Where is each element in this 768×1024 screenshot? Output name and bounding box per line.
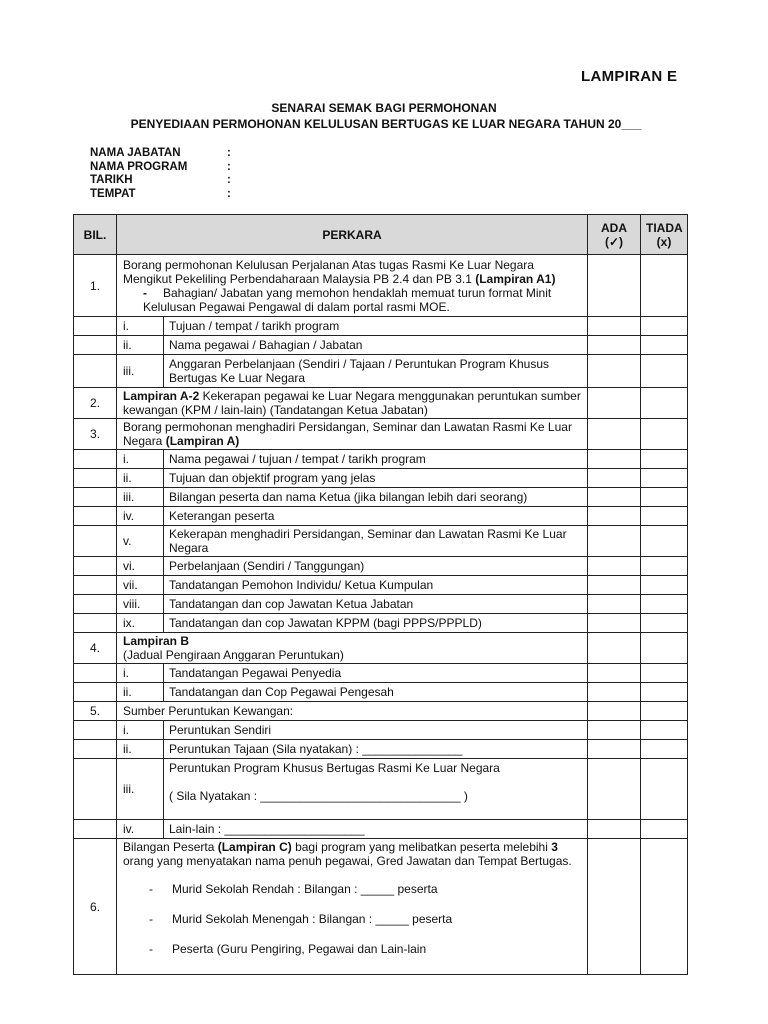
item-number: 3.: [74, 419, 117, 450]
ada-checkbox[interactable]: [588, 469, 641, 488]
sub-text: Tandatangan dan cop Jawatan Ketua Jabatan: [164, 595, 588, 614]
tiada-checkbox[interactable]: [641, 507, 688, 526]
empty-cell: [74, 614, 117, 633]
sub-text: Kekerapan menghadiri Persidangan, Seminar dan Lawatan Rasmi Ke Luar Negara: [164, 526, 588, 557]
sub-number: iii.: [117, 355, 164, 388]
sub-text: Peruntukan Sendiri: [164, 721, 588, 740]
tiada-checkbox[interactable]: [641, 317, 688, 336]
participant-bullets: [123, 868, 582, 956]
sub-number: v.: [117, 526, 164, 557]
ada-checkbox[interactable]: [588, 557, 641, 576]
sub-text: Tandatangan Pegawai Penyedia: [164, 664, 588, 683]
table-row: [74, 633, 688, 664]
sub-text: Nama pegawai / Bahagian / Jabatan: [164, 336, 588, 355]
header-bil: BIL.: [74, 215, 117, 255]
empty-cell: [74, 355, 117, 388]
item-description: [117, 633, 588, 664]
tiada-checkbox[interactable]: [641, 614, 688, 633]
table-row: [74, 488, 688, 507]
tiada-checkbox[interactable]: [641, 419, 688, 450]
empty-cell: [74, 595, 117, 614]
ada-checkbox[interactable]: [588, 633, 641, 664]
list-item: [123, 882, 582, 896]
item-text: Borang permohonan menghadiri Persidangan, Seminar dan Lawatan Rasmi Ke Luar Negara: [123, 420, 572, 448]
table-row: [74, 355, 688, 388]
title-line-2: PENYEDIAAN PERMOHONAN KELULUSAN BERTUGAS KE LUAR NEGARA TAHUN 20___: [130, 117, 642, 131]
empty-cell: [74, 336, 117, 355]
table-row: [74, 839, 688, 975]
tiada-checkbox[interactable]: [641, 488, 688, 507]
meta-row-jabatan: [90, 147, 231, 161]
item-number: 1.: [74, 255, 117, 317]
empty-cell: [74, 759, 117, 820]
sub-number: vii.: [117, 576, 164, 595]
bullet-text: Peserta (Guru Pengiring, Pegawai dan Lain-lain: [172, 942, 427, 956]
sub-number: i.: [117, 317, 164, 336]
table-row: [74, 557, 688, 576]
sub-text: Anggaran Perbelanjaan (Sendiri / Tajaan / Peruntukan Program Khusus Bertugas Ke Luar Negara: [164, 355, 588, 388]
item-text: Bilangan Peserta: [123, 840, 218, 854]
sub-number: iii.: [117, 488, 164, 507]
note-text: Bahagian/ Jabatan yang memohon hendaklah memuat turun format Minit Kelulusan Pegawai Pengawal di dalam portal rasmi MOE.: [143, 285, 552, 314]
item-description: Sumber Peruntukan Kewangan:: [117, 702, 588, 721]
tiada-checkbox[interactable]: [641, 336, 688, 355]
sub-number: ii.: [117, 740, 164, 759]
meta-colon: :: [227, 187, 231, 200]
tiada-checkbox[interactable]: [641, 664, 688, 683]
sub-text: Nama pegawai / tujuan / tempat / tarikh program: [164, 450, 588, 469]
ada-checkbox[interactable]: [588, 450, 641, 469]
tiada-checkbox[interactable]: [641, 450, 688, 469]
ada-checkbox[interactable]: [588, 839, 641, 975]
item-number: 6.: [74, 839, 117, 975]
ada-checkbox[interactable]: [588, 702, 641, 721]
sub-text: Keterangan peserta: [164, 507, 588, 526]
ada-checkbox[interactable]: [588, 317, 641, 336]
sub-text-line: Peruntukan Program Khusus Bertugas Rasmi Ke Luar Negara: [169, 761, 500, 775]
sub-number: iv.: [117, 507, 164, 526]
tiada-checkbox[interactable]: [641, 721, 688, 740]
list-item: [123, 942, 582, 956]
sub-number: ii.: [117, 469, 164, 488]
meta-colon: :: [227, 160, 231, 173]
empty-cell: [74, 740, 117, 759]
ada-checkbox[interactable]: [588, 355, 641, 388]
tiada-checkbox[interactable]: [641, 355, 688, 388]
sub-text: Lain-lain : _____________________: [164, 820, 588, 839]
sub-number: iv.: [117, 820, 164, 839]
ada-checkbox[interactable]: [588, 576, 641, 595]
table-row: [74, 317, 688, 336]
bullet-text: Murid Sekolah Menengah : Bilangan : _____ peserta: [172, 912, 453, 926]
empty-cell: [74, 576, 117, 595]
item-description: [117, 419, 588, 450]
meta-colon: :: [227, 147, 231, 159]
item-text-bold: (Lampiran C): [217, 840, 292, 854]
title-line-1: SENARAI SEMAK BAGI PERMOHONAN: [271, 101, 497, 115]
ada-checkbox[interactable]: [588, 740, 641, 759]
tiada-checkbox[interactable]: [641, 683, 688, 702]
cross-mark-icon: (x): [656, 234, 672, 249]
dash-bullet: -: [149, 912, 153, 926]
tiada-checkbox[interactable]: [641, 595, 688, 614]
empty-cell: [74, 664, 117, 683]
tiada-checkbox[interactable]: [641, 633, 688, 664]
sub-number: vi.: [117, 557, 164, 576]
sub-text: Tujuan / tempat / tarikh program: [164, 317, 588, 336]
list-item: [123, 912, 582, 926]
tiada-checkbox[interactable]: [641, 526, 688, 557]
empty-cell: [74, 469, 117, 488]
item-text: Borang permohonan Kelulusan Perjalanan Atas tugas Rasmi Ke Luar Negara Mengikut Pekeliling Perbendaharaan Malaysia PB 2.4 dan PB 3.1: [123, 257, 534, 286]
table-row: [74, 664, 688, 683]
tiada-checkbox[interactable]: [641, 557, 688, 576]
meta-row-tempat: [90, 188, 231, 202]
ada-checkbox[interactable]: [588, 820, 641, 839]
meta-label: TARIKH: [90, 174, 133, 186]
ada-checkbox[interactable]: [588, 759, 641, 820]
item-text: orang yang menyatakan nama penuh pegawai, Gred Jawatan dan Tempat Bertugas.: [123, 854, 572, 868]
table-row: [74, 595, 688, 614]
ada-checkbox[interactable]: [588, 526, 641, 557]
checklist-table: [73, 214, 688, 975]
item-description: [117, 255, 588, 317]
sub-number: viii.: [117, 595, 164, 614]
item-number: 5.: [74, 702, 117, 721]
sub-text: [164, 759, 588, 820]
ada-checkbox[interactable]: [588, 595, 641, 614]
table-row: [74, 740, 688, 759]
tiada-checkbox[interactable]: [641, 740, 688, 759]
meta-row-tarikh: [90, 174, 231, 188]
header-tiada-label: TIADA: [646, 220, 683, 235]
empty-cell: [74, 820, 117, 839]
header-row: [74, 215, 688, 255]
table-row: [74, 759, 688, 820]
header-ada: [588, 215, 641, 255]
item-text-bold: (Lampiran A): [165, 434, 240, 448]
meta-label: TEMPAT: [90, 187, 136, 200]
empty-cell: [74, 526, 117, 557]
sub-text: Bilangan peserta dan nama Ketua (jika bilangan lebih dari seorang): [164, 488, 588, 507]
meta-colon: :: [227, 174, 231, 186]
ada-checkbox[interactable]: [588, 488, 641, 507]
tiada-checkbox[interactable]: [641, 255, 688, 317]
ada-checkbox[interactable]: [588, 507, 641, 526]
item-text: Kekerapan pegawai ke Luar Negara menggunakan peruntukan sumber kewangan (KPM / lain-lain) (Tandatangan Ketua Jabatan): [123, 389, 581, 417]
empty-cell: [74, 488, 117, 507]
item-text-bold: (Lampiran A1): [475, 271, 556, 286]
item-text-bold: 3: [551, 840, 558, 854]
empty-cell: [74, 450, 117, 469]
ada-checkbox[interactable]: [588, 419, 641, 450]
table-row: [74, 388, 688, 419]
dash-bullet: -: [149, 942, 153, 956]
meta-label: NAMA JABATAN: [90, 147, 181, 159]
item-text-bold: Lampiran B: [123, 634, 190, 648]
check-mark-icon: (✓): [604, 234, 624, 249]
sub-number: ii.: [117, 336, 164, 355]
sub-number: ii.: [117, 683, 164, 702]
header-tiada: [641, 215, 688, 255]
table-row: [74, 526, 688, 557]
table-row: [74, 702, 688, 721]
empty-cell: [74, 317, 117, 336]
item-text-bold: Lampiran A-2: [123, 389, 200, 403]
empty-cell: [74, 557, 117, 576]
dash-bullet: -: [149, 882, 153, 896]
item-description: [117, 839, 588, 975]
table-row: [74, 419, 688, 450]
table-row: [74, 721, 688, 740]
tiada-checkbox[interactable]: [641, 839, 688, 975]
header-perkara: PERKARA: [117, 215, 588, 255]
sub-number: iii.: [117, 759, 164, 820]
item-number: 4.: [74, 633, 117, 664]
sub-number: ix.: [117, 614, 164, 633]
sub-number: i.: [117, 664, 164, 683]
item-text: bagi program yang melibatkan peserta melebihi: [291, 840, 552, 854]
header-ada-label: ADA: [601, 220, 627, 235]
ada-checkbox[interactable]: [588, 614, 641, 633]
table-row: [74, 683, 688, 702]
table-row: [74, 336, 688, 355]
table-row: [74, 255, 688, 317]
meta-label: NAMA PROGRAM: [90, 160, 188, 173]
tiada-checkbox[interactable]: [641, 820, 688, 839]
table-row: [74, 820, 688, 839]
table-row: [74, 469, 688, 488]
item-text: (Jadual Pengiraan Anggaran Peruntukan): [123, 648, 344, 662]
tiada-checkbox[interactable]: [641, 759, 688, 820]
empty-cell: [74, 507, 117, 526]
ada-checkbox[interactable]: [588, 721, 641, 740]
sub-text-line: ( Sila Nyatakan : ______________________________ ): [169, 789, 468, 803]
sub-text: Perbelanjaan (Sendiri / Tanggungan): [164, 557, 588, 576]
tiada-checkbox[interactable]: [641, 388, 688, 419]
meta-block: [90, 147, 231, 201]
sub-number: i.: [117, 721, 164, 740]
ada-checkbox[interactable]: [588, 664, 641, 683]
sub-text: Peruntukan Tajaan (Sila nyatakan) : _______________: [164, 740, 588, 759]
tiada-checkbox[interactable]: [641, 702, 688, 721]
sub-text: Tandatangan Pemohon Individu/ Ketua Kumpulan: [164, 576, 588, 595]
table-row: [74, 507, 688, 526]
dash-bullet: -: [143, 285, 147, 300]
ada-checkbox[interactable]: [588, 336, 641, 355]
item-number: 2.: [74, 388, 117, 419]
tiada-checkbox[interactable]: [641, 576, 688, 595]
empty-cell: [74, 683, 117, 702]
sub-text: Tujuan dan objektif program yang jelas: [164, 469, 588, 488]
bullet-text: Murid Sekolah Rendah : Bilangan : _____ peserta: [172, 882, 438, 896]
table-row: [74, 576, 688, 595]
sub-text: Tandatangan dan Cop Pegawai Pengesah: [164, 683, 588, 702]
ada-checkbox[interactable]: [588, 388, 641, 419]
lampiran-label: LAMPIRAN E: [581, 68, 678, 85]
table-row: [74, 614, 688, 633]
item-description: [117, 388, 588, 419]
table-row: [74, 450, 688, 469]
tiada-checkbox[interactable]: [641, 469, 688, 488]
ada-checkbox[interactable]: [588, 255, 641, 317]
empty-cell: [74, 721, 117, 740]
item-note: [123, 286, 582, 314]
sub-number: i.: [117, 450, 164, 469]
sub-text: Tandatangan dan cop Jawatan KPPM (bagi PPPS/PPPLD): [164, 614, 588, 633]
meta-row-program: [90, 161, 231, 175]
ada-checkbox[interactable]: [588, 683, 641, 702]
